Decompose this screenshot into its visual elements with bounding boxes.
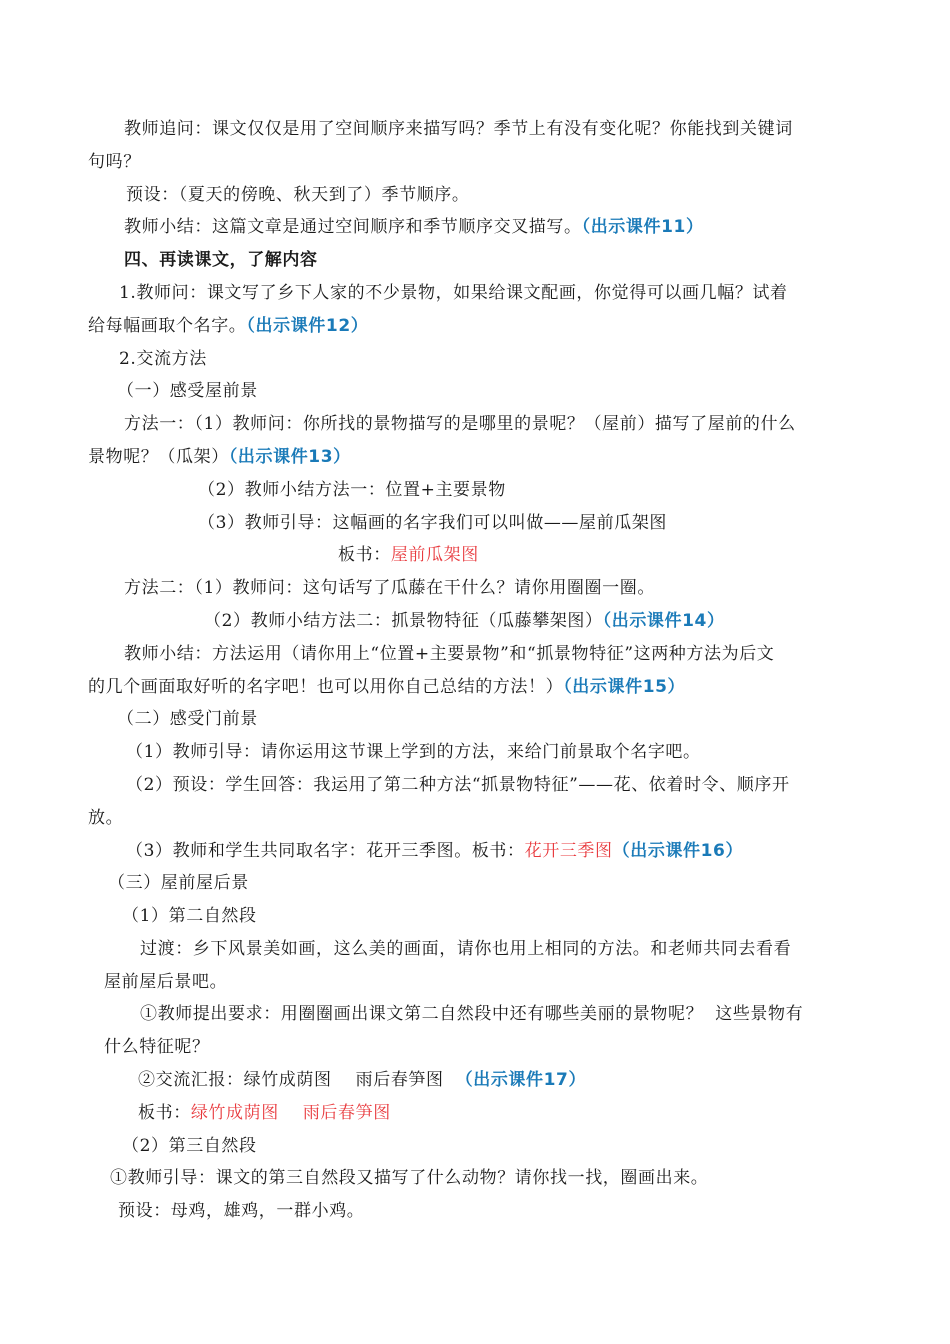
paragraph-line bbox=[88, 446, 351, 468]
text-run: （2）教师小结方法二：抓景物特征（瓜藤攀架图） bbox=[204, 611, 603, 631]
paragraph-line bbox=[198, 479, 506, 501]
paragraph-line bbox=[124, 577, 655, 599]
text-run: 给每幅画取个名字。 bbox=[88, 316, 247, 336]
paragraph-line bbox=[88, 151, 141, 173]
paragraph-line bbox=[104, 971, 227, 993]
text-run: 预设：（夏天的傍晚、秋天到了）季节顺序。 bbox=[126, 185, 470, 205]
paragraph-line bbox=[338, 544, 479, 566]
text-run: （三）屋前屋后景 bbox=[108, 873, 249, 893]
text-run: ②交流汇报：绿竹成荫图 雨后春笋图 bbox=[138, 1070, 456, 1090]
paragraph-line bbox=[118, 1200, 364, 1222]
courseware-note: （出示课件14） bbox=[602, 611, 725, 631]
paragraph-line bbox=[88, 807, 123, 829]
paragraph-line bbox=[124, 216, 704, 238]
courseware-note: （出示课件12） bbox=[246, 316, 369, 336]
text-run: （3）教师和学生共同取名字：花开三季图。板书： bbox=[126, 841, 525, 861]
courseware-note: （出示课件16） bbox=[612, 841, 744, 861]
text-run: 的几个画面取好听的名字吧！也可以用你自己总结的方法！） bbox=[88, 677, 564, 697]
text-run: 方法二：（1）教师问：这句话写了瓜藤在干什么？请你用圈圈一圈。 bbox=[124, 578, 655, 598]
paragraph-line bbox=[204, 610, 725, 632]
subsection-heading bbox=[117, 708, 258, 730]
text-run: 板书： bbox=[338, 545, 391, 565]
text-run: 屋前屋后景吧。 bbox=[104, 972, 228, 992]
text-run: 教师小结：这篇文章是通过空间顺序和季节顺序交叉描写。 bbox=[124, 217, 582, 237]
text-run: （2）预设：学生回答：我运用了第二种方法“抓景物特征”——花、依着时令、顺序开 bbox=[126, 775, 790, 795]
paragraph-line bbox=[138, 1069, 586, 1091]
text-run: 板书： bbox=[138, 1103, 191, 1123]
paragraph-line bbox=[104, 1036, 210, 1058]
paragraph-line bbox=[110, 1167, 708, 1189]
paragraph-line bbox=[124, 118, 793, 140]
paragraph-line bbox=[124, 643, 774, 665]
text-run: （二）感受门前景 bbox=[117, 709, 258, 729]
section-heading bbox=[124, 249, 318, 271]
courseware-note: （出示课件15） bbox=[563, 677, 686, 697]
paragraph-line bbox=[140, 1003, 803, 1025]
subsection-heading bbox=[117, 380, 258, 402]
paragraph-line bbox=[122, 1135, 257, 1157]
paragraph-line bbox=[122, 905, 257, 927]
text-run: 教师追问：课文仅仅是用了空间顺序来描写吗？季节上有没有变化呢？你能找到关键词 bbox=[124, 119, 793, 139]
blackboard-text: 绿竹成荫图 雨后春笋图 bbox=[190, 1103, 391, 1123]
text-run: （一）感受屋前景 bbox=[117, 381, 258, 401]
paragraph-line bbox=[140, 938, 791, 960]
text-run: （3）教师引导：这幅画的名字我们可以叫做——屋前瓜架图 bbox=[198, 513, 668, 533]
text-run: ①教师引导：课文的第三自然段又描写了什么动物？请你找一找，圈画出来。 bbox=[110, 1168, 709, 1188]
paragraph-line bbox=[88, 676, 685, 698]
text-run: 方法一：（1）教师问：你所找的景物描写的是哪里的景呢？（屋前）描写了屋前的什么 bbox=[124, 414, 796, 434]
text-run: （2）教师小结方法一：位置+主要景物 bbox=[198, 480, 506, 500]
paragraph-line bbox=[126, 741, 701, 763]
blackboard-text: 花开三季图 bbox=[524, 841, 613, 861]
text-run: 2.交流方法 bbox=[119, 349, 207, 369]
paragraph-line bbox=[124, 413, 796, 435]
text-run: 放。 bbox=[88, 808, 124, 828]
text-run: 过渡：乡下风景美如画，这么美的画面，请你也用上相同的方法。和老师共同去看看 bbox=[140, 939, 792, 959]
paragraph-line bbox=[126, 184, 470, 206]
text-run: 什么特征呢？ bbox=[104, 1037, 210, 1057]
courseware-note: （出示课件11） bbox=[581, 217, 704, 237]
paragraph-line bbox=[119, 348, 207, 370]
text-run: 1.教师问：课文写了乡下人家的不少景物，如果给课文配画，你觉得可以画几幅？试着 bbox=[119, 283, 788, 303]
paragraph-line bbox=[88, 315, 368, 337]
text-run: ①教师提出要求：用圈圈画出课文第二自然段中还有哪些美丽的景物呢？ 这些景物有 bbox=[140, 1004, 804, 1024]
text-run: 景物呢？（瓜架） bbox=[88, 447, 229, 467]
paragraph-line bbox=[126, 840, 743, 862]
text-run: 句吗？ bbox=[88, 152, 141, 172]
courseware-note: （出示课件17） bbox=[455, 1070, 587, 1090]
text-run: （1）第二自然段 bbox=[122, 906, 257, 926]
paragraph-line bbox=[138, 1102, 391, 1124]
paragraph-line bbox=[119, 282, 788, 304]
text-run: 预设：母鸡，雄鸡，一群小鸡。 bbox=[118, 1201, 365, 1221]
heading-text: 四、再读课文，了解内容 bbox=[124, 250, 318, 270]
courseware-note: （出示课件13） bbox=[228, 447, 351, 467]
text-run: 教师小结：方法运用（请你用上“位置+主要景物”和“抓景物特征”这两种方法为后文 bbox=[124, 644, 775, 664]
paragraph-line bbox=[198, 512, 667, 534]
blackboard-text: 屋前瓜架图 bbox=[390, 545, 479, 565]
text-run: （2）第三自然段 bbox=[122, 1136, 257, 1156]
text-run: （1）教师引导：请你运用这节课上学到的方法，来给门前景取个名字吧。 bbox=[126, 742, 701, 762]
subsection-heading bbox=[108, 872, 249, 894]
paragraph-line bbox=[126, 774, 790, 796]
